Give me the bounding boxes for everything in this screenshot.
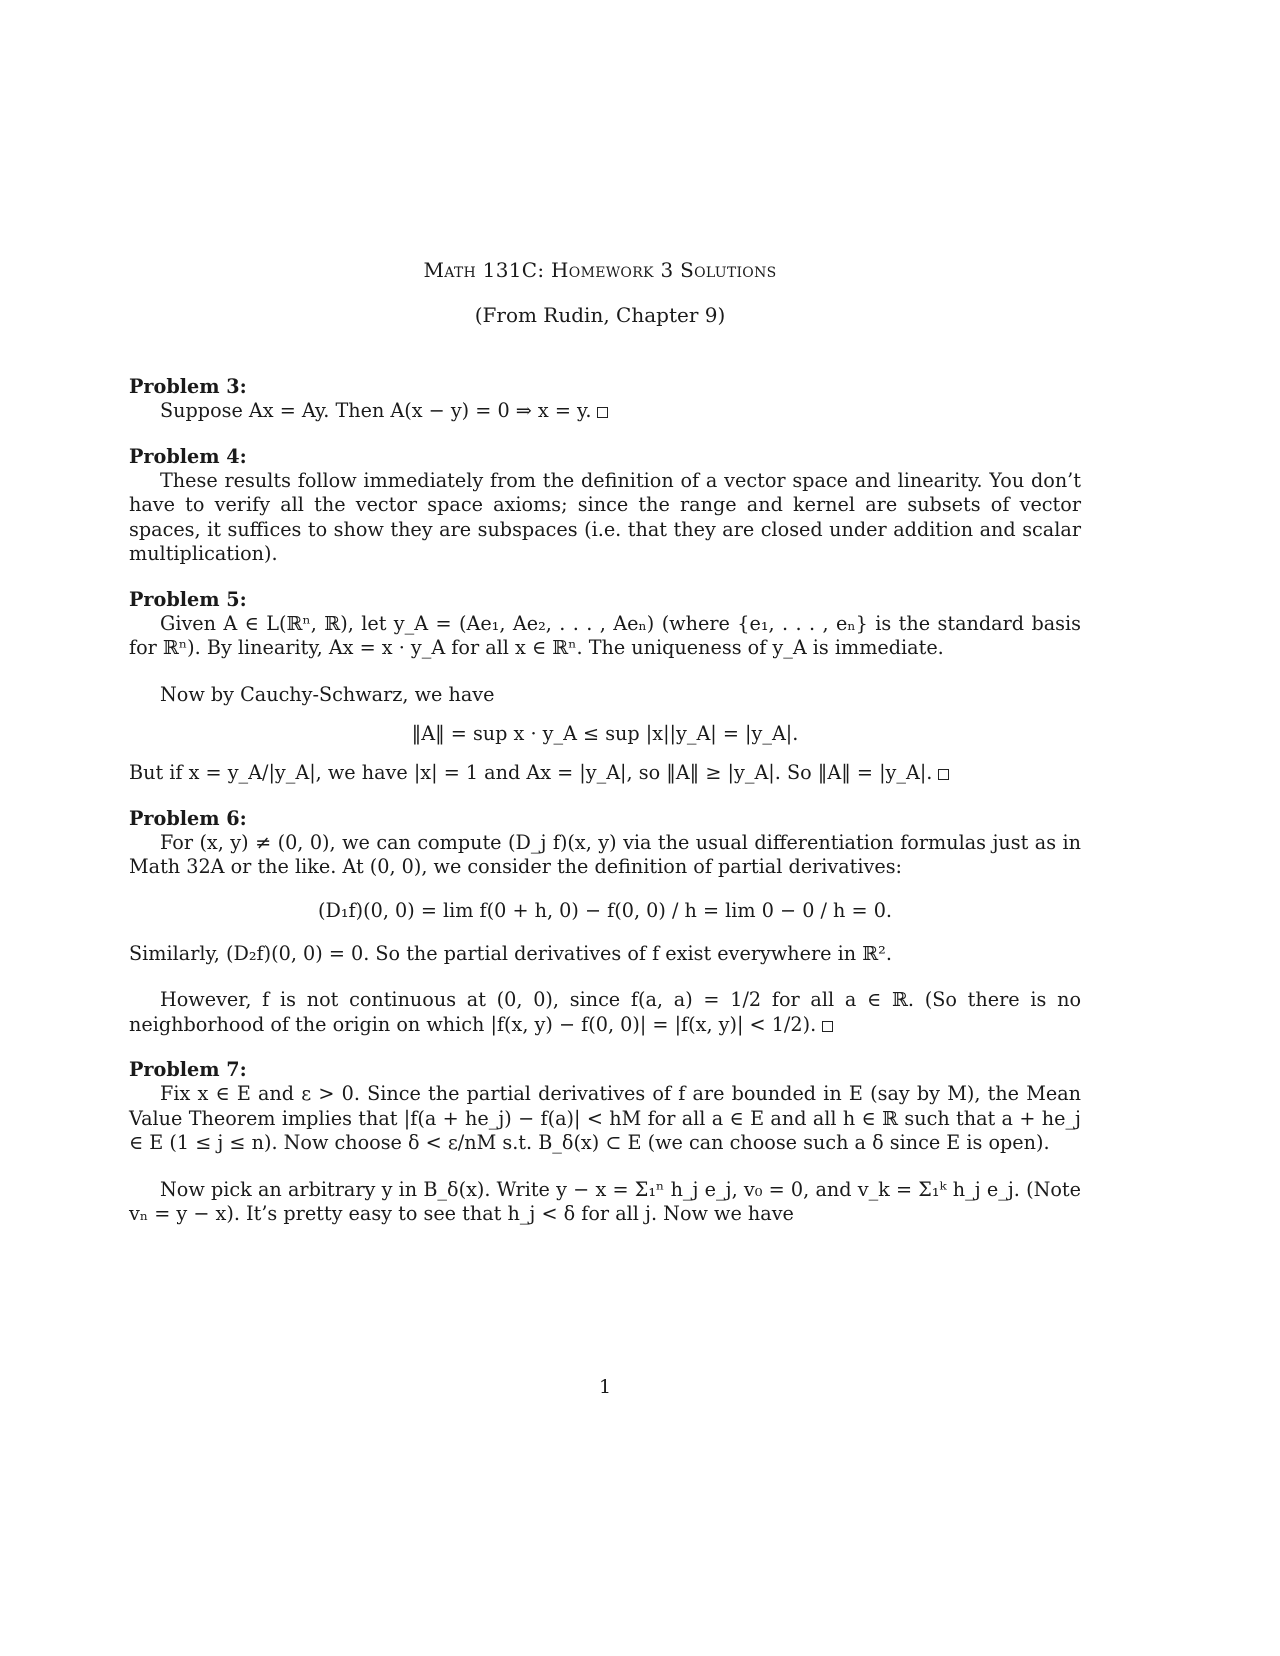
problem-5-paragraph-3: But if x = y_A/|y_A|, we have |x| = 1 and Ax = |y_A|, so ‖A‖ ≥ |y_A|. So ‖A‖ = |y_A|.	[129, 761, 1081, 786]
document-body	[129, 375, 1081, 1248]
problem-7-paragraph-1: Fix x ∈ E and ε > 0. Since the partial derivatives of f are bounded in E (say by M), the Mean Value Theorem implies that |f(a + he_j) − f(a)| < hM for all a ∈ E and all h ∈ ℝ such that a + he_j ∈ E (1 ≤ j ≤ n). Now choose δ < ε/nM s.t. B_δ(x) ⊂ E (we can choose such a δ since E is open).	[129, 1082, 1081, 1154]
problem-7	[129, 1058, 1081, 1227]
problem-6-paragraph-1: For (x, y) ≠ (0, 0), we can compute (D_j f)(x, y) via the usual differentiation formulas just as in Math 32A or the like. At (0, 0), we consider the definition of partial derivatives:	[129, 830, 1081, 878]
title-text: Math 131C: Homework 3 Solutions	[423, 258, 777, 282]
problem-6-paragraph-3: However, f is not continuous at (0, 0), since f(a, a) = 1/2 for all a ∈ ℝ. (So there is no neighborhood of the origin on which |f(x, y) − f(0, 0)| = |f(x, y)| < 1/2).	[129, 988, 1081, 1036]
problem-4-heading: Problem 4:	[129, 444, 247, 468]
page-number: 1	[598, 1376, 612, 1398]
problem-6-paragraph-2: Similarly, (D₂f)(0, 0) = 0. So the partial derivatives of f exist everywhere in ℝ².	[129, 941, 892, 965]
problem-5-heading: Problem 5:	[129, 587, 247, 611]
page-subtitle: (From Rudin, Chapter 9)	[474, 303, 726, 327]
problem-4	[129, 445, 1081, 567]
problem-5-paragraph-2: Now by Cauchy-Schwarz, we have	[160, 682, 495, 706]
problem-6-equation: (D₁f)(0, 0) = lim f(0 + h, 0) − f(0, 0) / h = lim 0 − 0 / h = 0.	[317, 898, 892, 922]
problem-3	[129, 375, 1081, 424]
qed-icon	[597, 407, 608, 418]
qed-icon	[822, 1021, 833, 1032]
problem-4-text: These results follow immediately from the definition of a vector space and linearity. You don’t have to verify all the vector space axioms; since the range and kernel are subsets of vector spaces, it suffices to show they are subspaces (i.e. that they are closed under addition and scalar multiplication).	[129, 468, 1081, 565]
problem-6-heading: Problem 6:	[129, 806, 247, 830]
problem-7-heading: Problem 7:	[129, 1058, 247, 1081]
page-title	[0, 258, 1200, 282]
problem-5-equation: ‖A‖ = sup x · y_A ≤ sup |x||y_A| = |y_A|.	[411, 722, 799, 745]
problem-5	[129, 588, 1081, 786]
problem-5-paragraph-1: Given A ∈ L(ℝⁿ, ℝ), let y_A = (Ae₁, Ae₂, . . . , Aeₙ) (where {e₁, . . . , eₙ} is the standard basis for ℝⁿ). By linearity, Ax = x · y_A for all x ∈ ℝⁿ. The uniqueness of y_A is immediate.	[129, 611, 1081, 659]
problem-6	[129, 807, 1081, 1038]
problem-3-heading: Problem 3:	[129, 375, 247, 398]
problem-3-text: Suppose Ax = Ay. Then A(x − y) = 0 ⇒ x = y.	[129, 399, 1081, 424]
qed-icon	[938, 769, 949, 780]
problem-7-paragraph-2: Now pick an arbitrary y in B_δ(x). Write y − x = Σ₁ⁿ h_j e_j, v₀ = 0, and v_k = Σ₁ᵏ h_j e_j. (Note vₙ = y − x). It’s pretty easy to see that h_j < δ for all j. Now we have	[129, 1177, 1081, 1225]
